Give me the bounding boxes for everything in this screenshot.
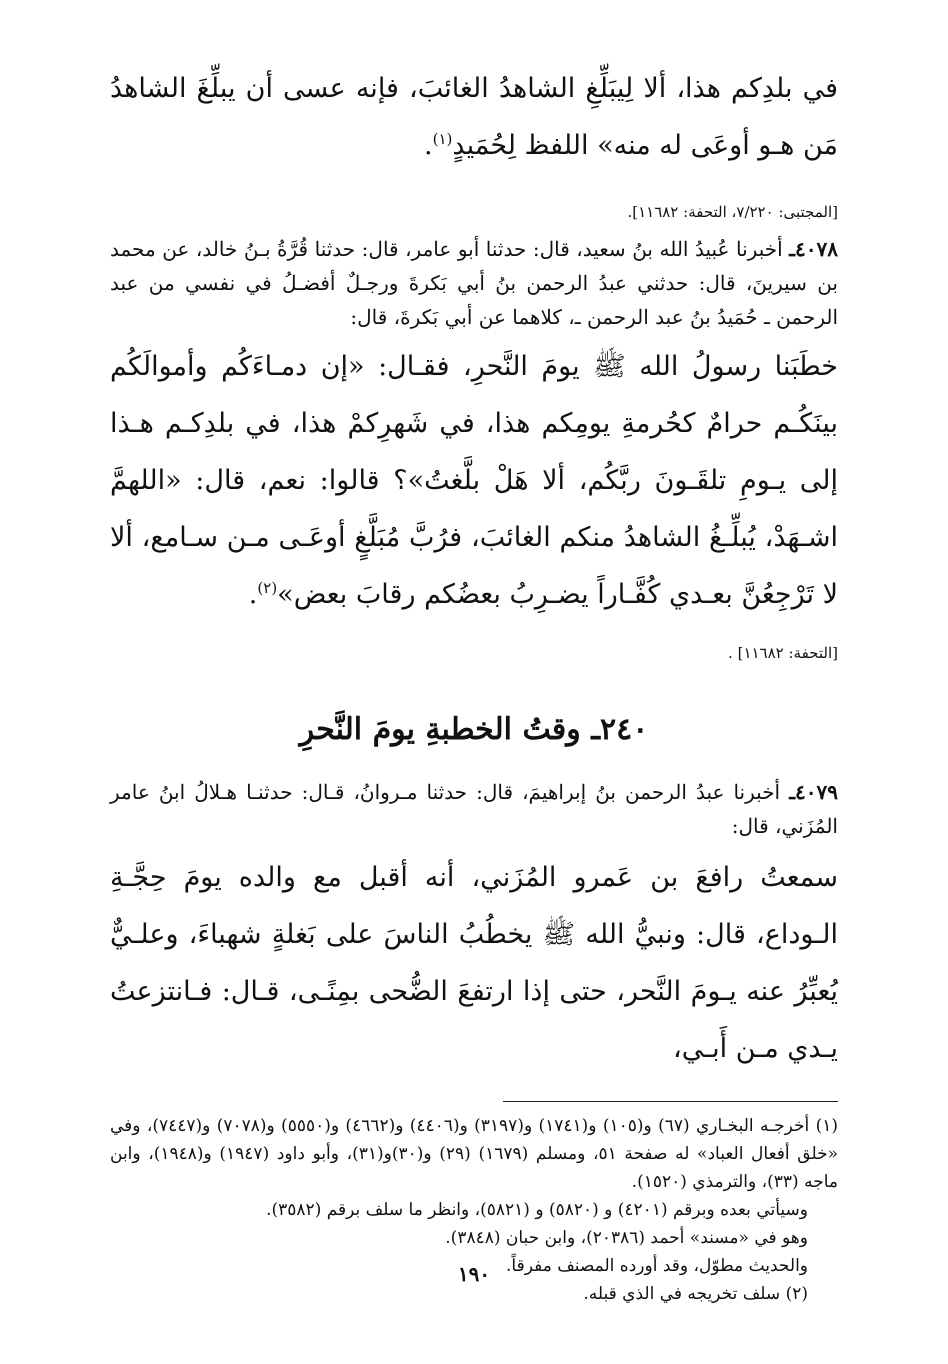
hadith-4078-matn: خطَبَنا رسولُ الله ﷺ يومَ النَّحرِ، فقـال: «إن دمـاءَكُم وأموالَكُم بينَكُـم حرامٌ كحُرمةِ يومِكم هذا، في شَهرِكمْ هذا، في بلدِكـم هـذا إلى يـومِ تلقَـونَ ربَّكُم، ألا هَلْ بلَّغتُ»؟ قالوا: نعم، قال: «اللهمَّ اشـهَدْ، يُبلِّـغُ الشاهدُ منكم الغائبَ، فرُبَّ مُبَلَّغٍ أوعَـى مـن سـامع، ألا لا تَرْجِعُنَّ بعـدي كُفَّـاراً يضـرِبُ بعضُكم رقابَ بعض»$^{(٢)}$. bbox=[110, 351, 838, 610]
chapter-heading: ٢٤٠ـ وقتُ الخطبةِ يومَ النَّحرِ bbox=[299, 712, 649, 747]
page-number: ١٩٠ bbox=[457, 1262, 491, 1286]
reference-line: [المجتبى: ٧/٢٢٠، التحفة: ١١٦٨٢]. bbox=[627, 203, 838, 221]
isnad-text: أخبرنا عبدُ الرحمن بنُ إبراهيمَ، قال: حدثنا مـروانُ، قـال: حدثنـا هـلالُ ابنُ عامر المُزَني، قال: bbox=[110, 780, 838, 838]
isnad-text: أخبرنا عُبيدُ الله بنُ سعيد، قال: حدثنا أبو عامر، قال: حدثنا قُرَّةُ بـنُ خالد، عن محمد بن سيرينَ، قال: حدثني عبدُ الرحمن بنُ أبي بَكرةَ ورجـلٌ أفضـلُ في نفسي من عبد الرحمن ـ حُمَيدُ بنُ عبد الرحمن ـ، كلاهما عن أبي بَكرةَ، قال: bbox=[110, 237, 838, 329]
hadith-4079-isnad bbox=[110, 775, 838, 843]
hadith-4078-isnad bbox=[110, 232, 838, 334]
footnote-1-cont: والحديث مطوّل، وقد أورده المصنف مفرقاً. bbox=[506, 1256, 808, 1276]
hadith-number: ٤٠٧٨ـ bbox=[789, 237, 838, 261]
footnote-divider bbox=[503, 1101, 838, 1102]
matn-text: خطَبَنا رسولُ الله ﷺ يومَ النَّحرِ، فقـال: «إن دمـاءَكُم وأموالَكُم بينَكُـم حرامٌ كحُرمةِ يومِكم هذا، في شَهرِكمْ هذا، في بلدِكـم هـذا إلى يـومِ تلقَـونَ ربَّكُم، ألا هَلْ بلَّغتُ»؟ قالوا: نعم، قال: «اللهمَّ اشـهَدْ، يُبلِّـغُ الشاهدُ منكم الغائبَ، فرُبَّ مُبَلَّغٍ أوعَـى مـن سـامع، ألا لا تَرْجِعُنَّ بعـدي كُفَّـاراً يضـرِبُ بعضُكم رقابَ بعض» bbox=[110, 351, 838, 610]
hadith-text: في بلدِكم هذا، ألا لِيبَلِّغِ الشاهدُ الغائبَ، فإنه عسى أن يبلِّغَ الشاهدُ مَن هـو أوعَى له منه» اللفظ لِحُمَيدٍ bbox=[110, 73, 838, 161]
footnote-1-cont: وهو في «مسند» أحمد (٢٠٣٨٦)، وابن حبان (٣٨٤٨). bbox=[445, 1228, 808, 1248]
footnote-2: (٢) سلف تخريجه في الذي قبله. bbox=[583, 1284, 808, 1304]
hadith-number: ٤٠٧٩ـ bbox=[789, 780, 839, 804]
footnote-1-cont: وسيأتي بعده وبرقم (٤٢٠١) و (٥٨٢٠) و (٥٨٢١)، وانظر ما سلف برقم (٣٥٨٢). bbox=[266, 1200, 808, 1220]
reference-line: [التحفة: ١١٦٨٢] . bbox=[728, 644, 838, 662]
footnote-marker: (١) bbox=[432, 130, 453, 148]
footnote-1: (١) أخرجـه البخـاري (٦٧) و(١٠٥) و(١٧٤١) و(٣١٩٧) و(٤٤٠٦) و(٤٦٦٢) و(٥٥٥٠) و(٧٠٧٨) و(٧٤٤٧)، وفي «خلق أفعال العباد» له صفحة ٥١، ومسلم (١٦٧٩) (٢٩) و(٣٠)و(٣١)، وأبو داود (١٩٤٧) و(١٩٤٨)، وابن ماجه (٣٣)، والترمذي (١٥٢٠). bbox=[110, 1116, 838, 1192]
hadith-4077-end: في بلدِكم هذا، ألا لِيبَلِّغِ الشاهدُ الغائبَ، فإنه عسى أن يبلِّغَ الشاهدُ مَن هـو أوعَى له منه» اللفظ لِحُمَيدٍ$^{(١)}$. bbox=[110, 73, 838, 161]
hadith-4079-matn: سمعتُ رافعَ بن عَمرو المُزَني، أنه أقبل مع والده يومَ حِجَّـةِ الـوداع، قال: ونبيُّ الله ﷺ يخطُبُ الناسَ على بَغلةٍ شهباءَ، وعلـيٌّ يُعبِّرُ عنه يـومَ النَّحر، حتى إذا ارتفعَ الضُّحى بمِنًـى، قـال: فـانتزعتُ يـدي مـن أَبـي، bbox=[110, 862, 838, 1064]
footnote-marker: (٢) bbox=[257, 579, 278, 597]
